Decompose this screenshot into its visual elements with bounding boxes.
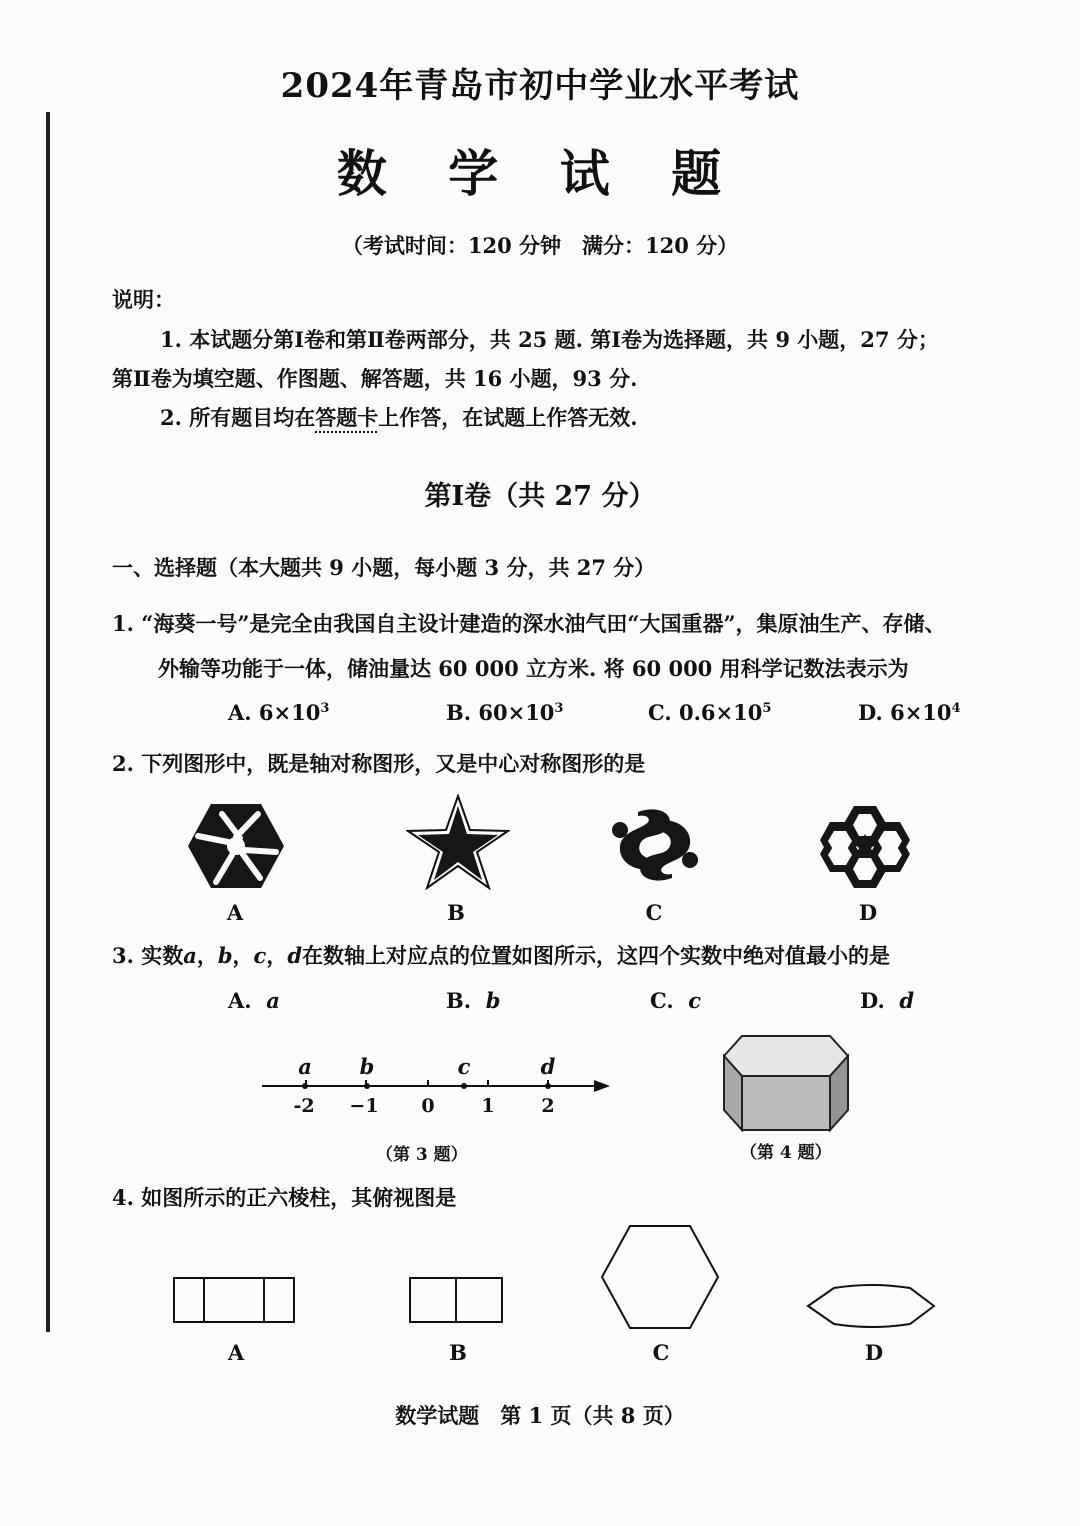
q2-text: 2. 下列图形中，既是轴对称图形，又是中心对称图形的是 — [112, 751, 646, 776]
q4-caption: （第 4 题） — [740, 1143, 832, 1163]
notes-item2-pre: 2. 所有题目均在 — [160, 405, 316, 430]
point-label-a: a — [298, 1054, 312, 1079]
subject-title: 数 学 试 题 — [336, 144, 744, 203]
notes-item2-post: 上作答，在试题上作答无效. — [378, 405, 638, 430]
tick-label: 1 — [481, 1095, 495, 1117]
q2-figure-b-star — [406, 794, 510, 890]
q2-label-d: D — [858, 900, 878, 925]
q4-figure-hexagonal-prism — [718, 1030, 854, 1134]
point-d — [545, 1083, 551, 1089]
notes-heading: 说明： — [112, 287, 175, 312]
q1-option-a: A. $6\times 10^3$ — [228, 700, 330, 725]
notes-item1-line2: 第Ⅱ卷为填空题、作图题、解答题，共 16 小题，93 分. — [112, 366, 638, 391]
q4-option-b-two-rectangles — [408, 1276, 506, 1326]
notes-item2-emph: 答题卡 — [315, 405, 379, 430]
q4-option-d-flat-hexagon — [806, 1280, 938, 1332]
q2-figure-a-pinwheel-hexagon — [186, 800, 286, 892]
q3-text: 3. 实数a，b，c，d在数轴上对应点的位置如图所示，这四个实数中绝对值最小的是 — [112, 943, 891, 968]
exam-info: （考试时间：120 分钟 满分：120 分） — [341, 233, 739, 258]
tick-label: -2 — [293, 1095, 315, 1117]
q3-option-b: B. b — [446, 988, 501, 1013]
page-footer: 数学试题 第 1 页（共 8 页） — [395, 1403, 685, 1428]
q2-label-c: C — [645, 900, 663, 925]
q1-option-b: B. $60\times 10^3$ — [446, 700, 564, 725]
q1-option-c: C. $0.6\times 10^5$ — [648, 700, 772, 725]
q2-label-a: A — [226, 900, 244, 925]
q2-label-b: B — [447, 900, 465, 925]
q4-label-b: B — [449, 1340, 467, 1365]
q1-line1: 1. “海葵一号”是完全由我国自主设计建造的深水油气田“大国重器”，集原油生产、存储、 — [112, 611, 946, 636]
point-label-b: b — [359, 1054, 375, 1079]
q3-caption: （第 3 题） — [376, 1145, 468, 1165]
point-c — [461, 1083, 467, 1089]
tick-label: −1 — [349, 1095, 379, 1117]
tick-label: 2 — [541, 1095, 555, 1117]
binding-margin-line — [46, 112, 50, 1332]
number-line-arrow — [594, 1080, 610, 1092]
q1-line2: 外输等功能于一体，储油量达 60 000 立方米. 将 60 000 用科学记数法表示为 — [158, 656, 909, 681]
q4-option-c-hexagon — [598, 1222, 722, 1332]
point-label-c: c — [457, 1054, 471, 1079]
q4-label-c: C — [652, 1340, 670, 1365]
notes-item1-line1: 1. 本试题分第Ⅰ卷和第Ⅱ卷两部分，共 25 题. 第Ⅰ卷为选择题，共 9 小题，27 分； — [160, 327, 939, 352]
point-label-d: d — [540, 1054, 556, 1079]
q4-label-d: D — [864, 1340, 884, 1365]
exam-title: 2024年青岛市初中学业水平考试 — [280, 66, 800, 106]
q3-number-line — [258, 1050, 618, 1126]
q2-figure-c-swirl — [608, 802, 702, 888]
q4-label-a: A — [227, 1340, 245, 1365]
section-title: 一、选择题（本大题共 9 小题，每小题 3 分，共 27 分） — [112, 555, 656, 580]
point-b — [364, 1083, 370, 1089]
q4-option-a-three-rectangles — [172, 1276, 298, 1326]
point-a — [302, 1083, 308, 1089]
q1-option-d: D. $6\times 10^4$ — [858, 700, 961, 725]
notes-item2 — [160, 402, 638, 432]
q2-figure-d-hexagon-cluster — [818, 804, 912, 890]
tick-label: 0 — [421, 1095, 435, 1117]
q4-text: 4. 如图所示的正六棱柱，其俯视图是 — [112, 1185, 457, 1210]
q3-option-c: C. c — [650, 988, 702, 1013]
q3-option-a: A. a — [228, 988, 280, 1013]
q3-option-d: D. d — [860, 988, 915, 1013]
part1-title: 第Ⅰ卷（共 27 分） — [424, 481, 656, 512]
